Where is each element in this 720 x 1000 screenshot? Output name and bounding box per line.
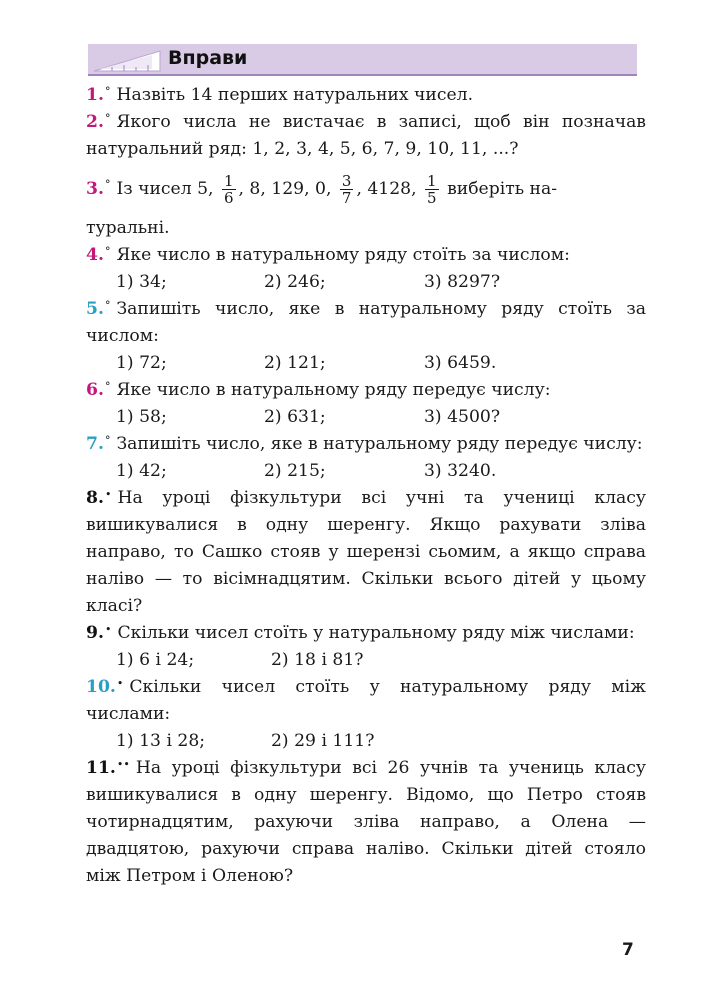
- exercise-4: [86, 242, 646, 296]
- option: 3) 4500?: [424, 407, 501, 427]
- difficulty-mark: ••: [116, 758, 130, 771]
- exercise-text: Яке число в натуральному ряду передує числу:: [116, 380, 551, 400]
- option: 1) 34;: [116, 272, 167, 292]
- option: 2) 29 і 111?: [271, 731, 375, 751]
- page-number: 7: [622, 940, 634, 960]
- exercise-text: Яке число в натуральному ряду стоїть за числом:: [116, 245, 570, 265]
- answer-options: [86, 647, 646, 674]
- exercise-9: [86, 620, 646, 674]
- fraction: $\frac{3}{7}$: [341, 172, 352, 207]
- difficulty-mark: °: [104, 245, 111, 258]
- exercise-text: , 8, 129, 0,: [238, 179, 332, 199]
- exercise-number: 6.: [86, 380, 104, 400]
- fraction: $\frac{1}{5}$: [427, 172, 437, 207]
- exercise-number: 4.: [86, 245, 104, 265]
- exercise-2: [86, 109, 646, 163]
- option: 2) 121;: [264, 353, 326, 373]
- section-header: [88, 44, 637, 76]
- exercise-text: виберіть на-: [447, 179, 558, 199]
- exercise-text: , 4128,: [356, 179, 417, 199]
- difficulty-mark: •: [116, 677, 124, 690]
- exercise-number: 3.: [86, 179, 104, 199]
- option: 1) 6 і 24;: [116, 650, 195, 670]
- exercise-text: Скільки чисел стоїть у натуральному ряду між числами:: [117, 623, 635, 643]
- answer-options: [86, 404, 646, 431]
- difficulty-mark: °: [104, 178, 111, 191]
- exercise-list: [86, 82, 646, 890]
- difficulty-mark: °: [104, 112, 111, 125]
- exercise-text: Запишіть число, яке в натуральному ряду стоїть за числом:: [86, 299, 646, 346]
- exercise-text: На уроці фізкультури всі учні та учениці класу вишикувалися в одну шеренгу. Якщо рахувати зліва направо, то Сашко стояв у шерензі сьомим, а якщо справа наліво — то вісімнадцятим. Скільки всього дітей у цьому класі?: [86, 488, 646, 616]
- exercise-number: 9.: [86, 623, 104, 643]
- answer-options: [86, 728, 646, 755]
- difficulty-mark: °: [104, 85, 111, 98]
- exercise-number: 7.: [86, 434, 104, 454]
- option: 3) 8297?: [424, 272, 501, 292]
- exercise-8: [86, 485, 646, 620]
- exercise-number: 11.: [86, 758, 116, 778]
- exercise-7: [86, 431, 646, 485]
- difficulty-mark: °: [104, 380, 111, 393]
- answer-options: [86, 350, 646, 377]
- difficulty-mark: °: [104, 434, 111, 447]
- exercise-5: [86, 296, 646, 377]
- option: 3) 3240.: [424, 461, 497, 481]
- exercise-text: Запишіть число, яке в натуральному ряду передує числу:: [116, 434, 643, 454]
- exercise-1: [86, 82, 646, 109]
- fraction: $\frac{1}{6}$: [223, 172, 234, 207]
- exercise-11: [86, 755, 646, 890]
- exercise-number: 8.: [86, 488, 104, 508]
- exercise-number: 2.: [86, 112, 104, 132]
- exercise-10: [86, 674, 646, 755]
- answer-options: [86, 458, 646, 485]
- exercise-3: [86, 163, 646, 242]
- difficulty-mark: °: [104, 299, 111, 312]
- exercise-text: туральні.: [86, 218, 170, 238]
- option: 1) 42;: [116, 461, 167, 481]
- difficulty-mark: •: [104, 623, 112, 636]
- option: 2) 631;: [264, 407, 326, 427]
- ruler-decoration-icon: [92, 47, 162, 73]
- exercise-number: 10.: [86, 677, 116, 697]
- answer-options: [86, 269, 646, 296]
- option: 2) 246;: [264, 272, 326, 292]
- option: 2) 18 і 81?: [271, 650, 364, 670]
- exercise-number: 5.: [86, 299, 104, 319]
- section-title: Вправи: [168, 47, 248, 69]
- option: 1) 58;: [116, 407, 167, 427]
- exercise-text: Назвіть 14 перших натуральних чисел.: [116, 85, 474, 105]
- option: 1) 13 і 28;: [116, 731, 206, 751]
- exercise-text: Скільки чисел стоїть у натуральному ряду між числами:: [86, 677, 646, 724]
- exercise-text: Із чисел 5,: [116, 179, 214, 199]
- exercise-number: 1.: [86, 85, 104, 105]
- difficulty-mark: •: [104, 488, 112, 501]
- option: 3) 6459.: [424, 353, 497, 373]
- exercise-text: Якого числа не вистачає в записі, щоб він позначав натуральний ряд: 1, 2, 3, 4, 5, 6, 7, 9, 10, 11, ...?: [86, 112, 646, 159]
- exercise-6: [86, 377, 646, 431]
- option: 1) 72;: [116, 353, 167, 373]
- exercise-text: На уроці фізкультури всі 26 учнів та учениць класу вишикувалися в одну шеренгу. Відомо, що Петро стояв чотирнадцятим, рахуючи зліва направо, а Олена — двадцятою, рахуючи справа наліво. Скільки дітей стояло між Петром і Оленою?: [86, 758, 646, 886]
- option: 2) 215;: [264, 461, 326, 481]
